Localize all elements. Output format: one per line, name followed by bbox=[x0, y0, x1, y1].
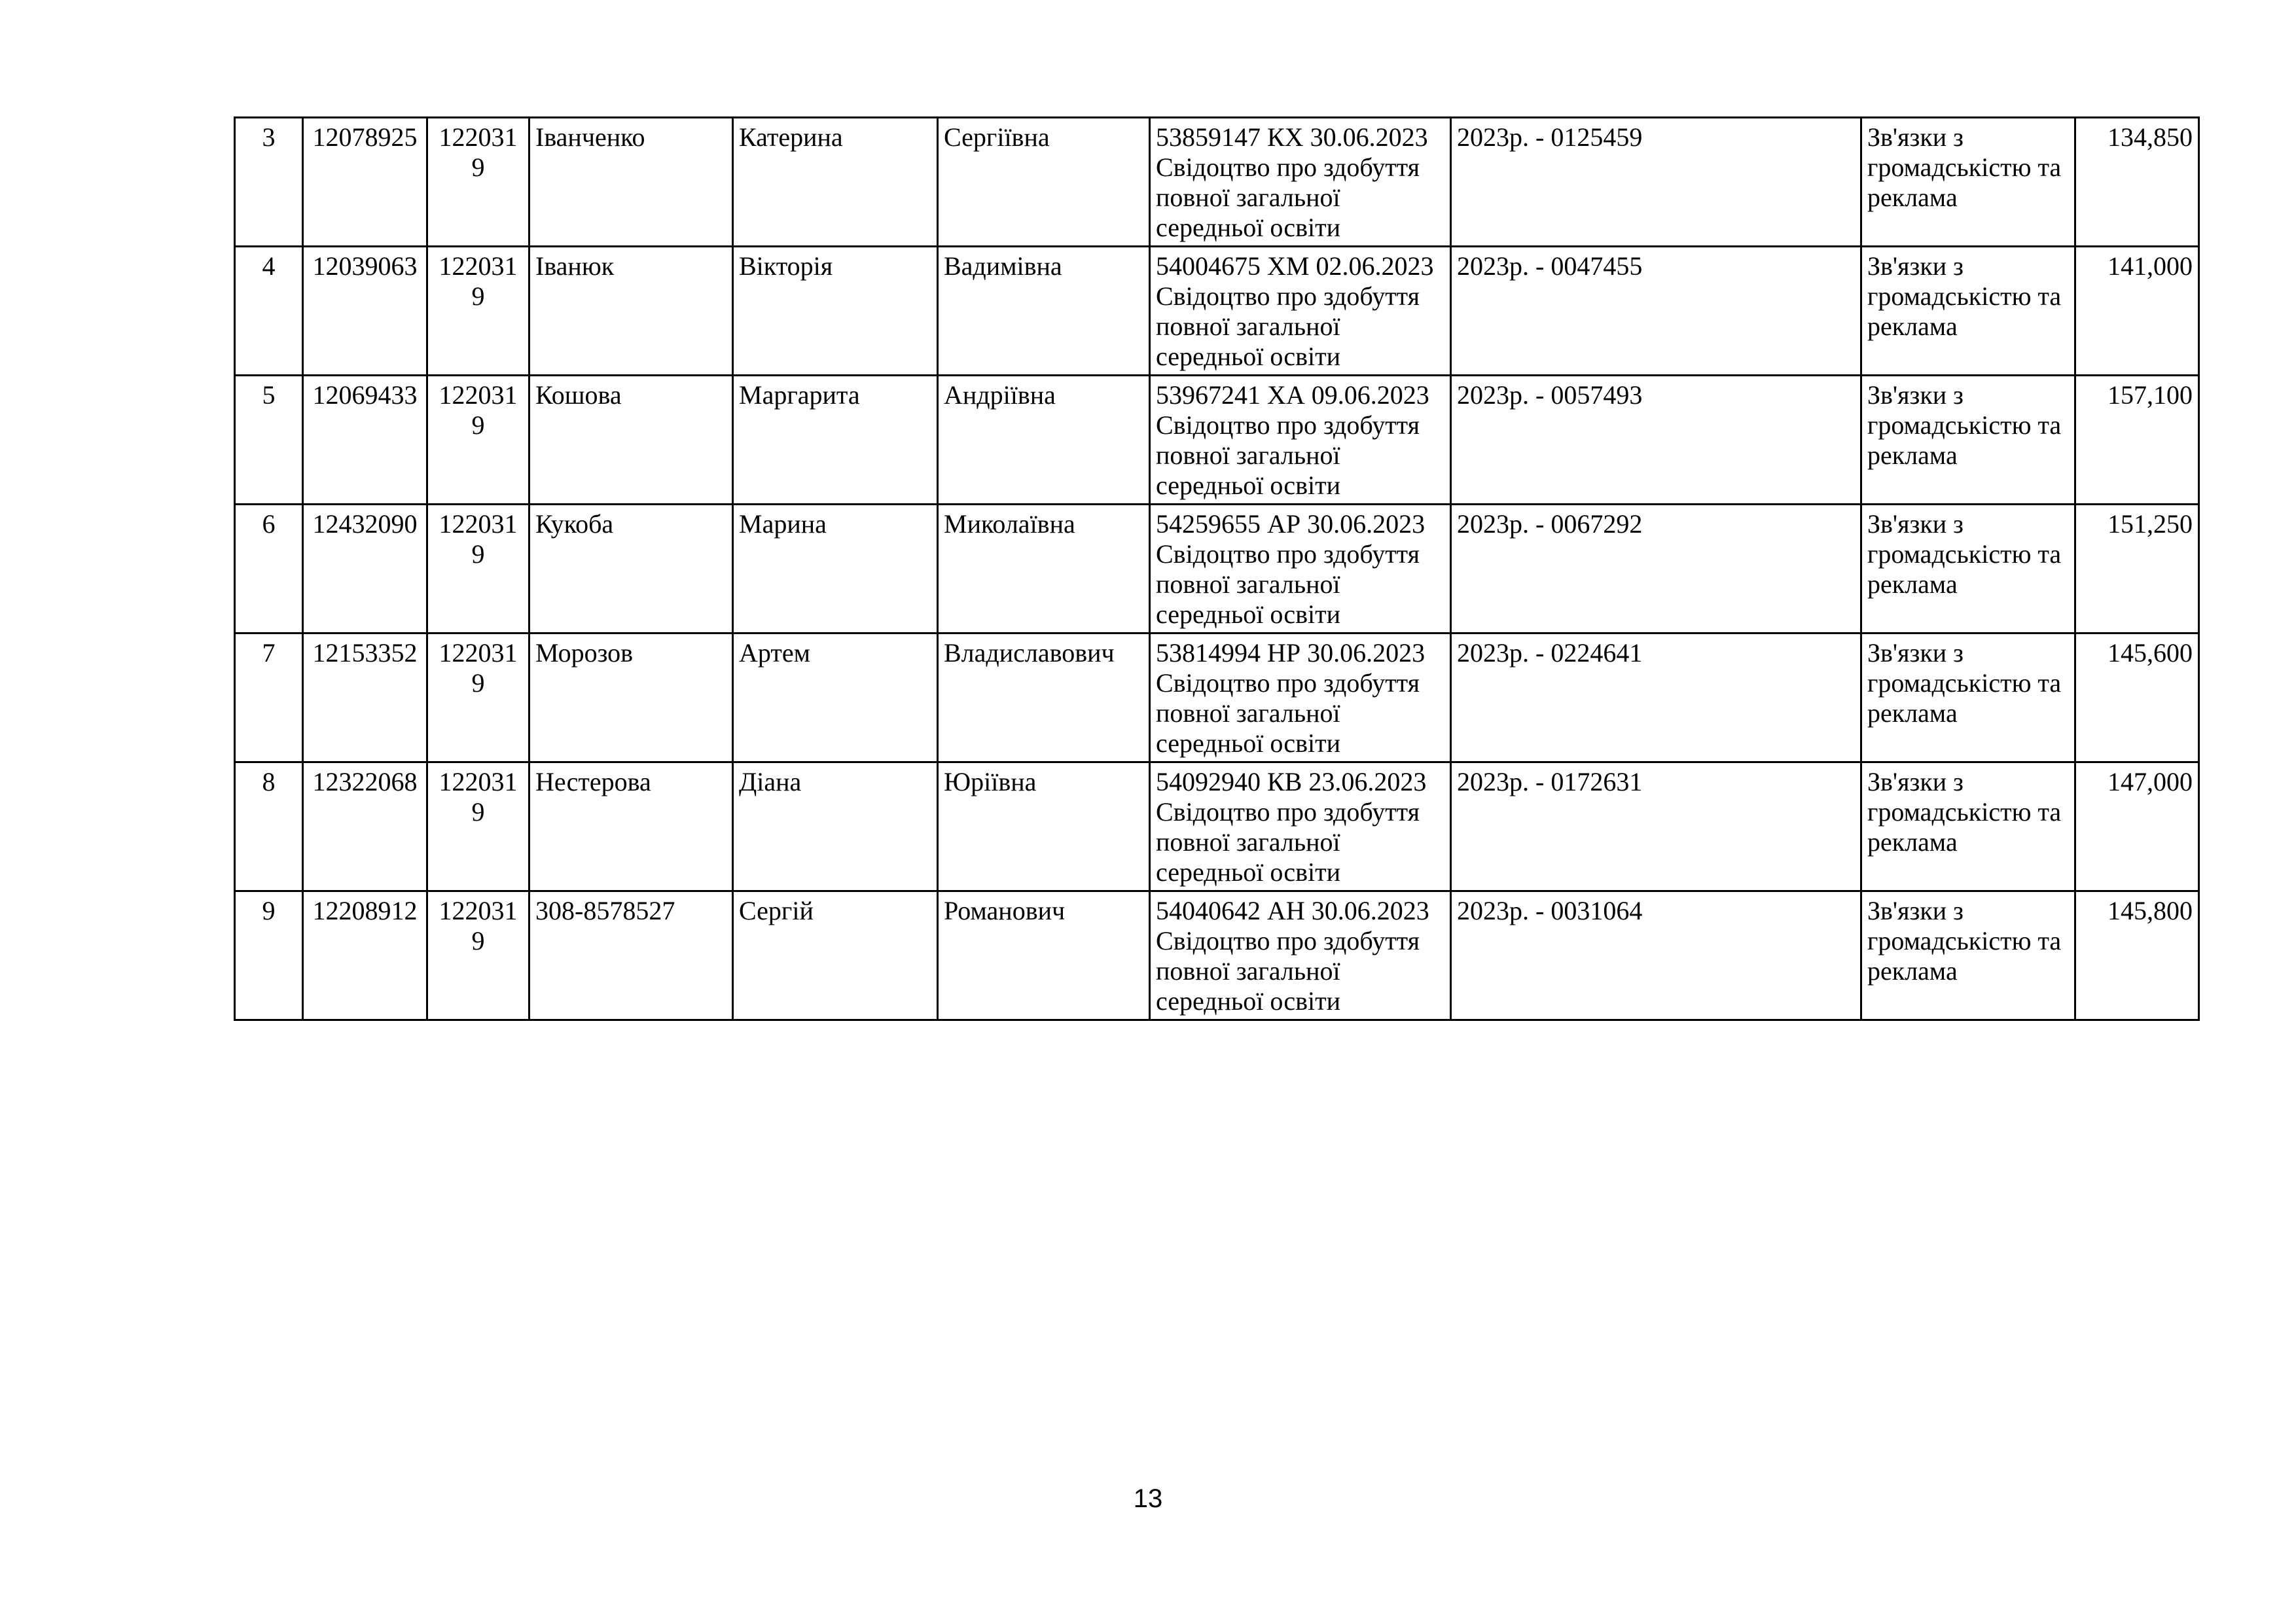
row-number-cell: 4 bbox=[235, 247, 303, 376]
certificate-number-cell: 2023р. - 0067292 bbox=[1451, 505, 1861, 633]
table-row bbox=[235, 376, 2199, 505]
patronymic-cell: Миколаївна bbox=[938, 505, 1150, 633]
surname-cell: Кукоба bbox=[529, 505, 733, 633]
education-document-cell: 53814994 НР 30.06.2023 Свідоцтво про здобуття повної загальної середньої освіти bbox=[1150, 633, 1451, 762]
specialty-cell: Зв'язки з громадськістю та реклама bbox=[1861, 633, 2075, 762]
certificate-number-cell: 2023р. - 0057493 bbox=[1451, 376, 1861, 505]
table-body bbox=[235, 118, 2199, 1020]
row-number-cell: 7 bbox=[235, 633, 303, 762]
table-row bbox=[235, 505, 2199, 633]
page-number: 13 bbox=[1133, 1484, 1163, 1513]
specialty-cell: Зв'язки з громадськістю та реклама bbox=[1861, 505, 2075, 633]
competitive-score-cell: 145,600 bbox=[2075, 633, 2199, 762]
education-document-cell: 54004675 ХМ 02.06.2023 Свідоцтво про здобуття повної загальної середньої освіти bbox=[1150, 247, 1451, 376]
patronymic-cell: Юріївна bbox=[938, 762, 1150, 891]
surname-cell: Кошова bbox=[529, 376, 733, 505]
certificate-number-cell: 2023р. - 0031064 bbox=[1451, 891, 1861, 1020]
specialty-cell: Зв'язки з громадськістю та реклама bbox=[1861, 376, 2075, 505]
surname-cell: Морозов bbox=[529, 633, 733, 762]
competitive-score-cell: 145,800 bbox=[2075, 891, 2199, 1020]
program-code-cell: 1220319 bbox=[427, 762, 529, 891]
first-name-cell: Катерина bbox=[733, 118, 938, 247]
certificate-number-cell: 2023р. - 0125459 bbox=[1451, 118, 1861, 247]
applicant-id-cell: 12153352 bbox=[303, 633, 427, 762]
program-code-cell: 1220319 bbox=[427, 505, 529, 633]
education-document-cell: 53967241 ХА 09.06.2023 Свідоцтво про здобуття повної загальної середньої освіти bbox=[1150, 376, 1451, 505]
competitive-score-cell: 151,250 bbox=[2075, 505, 2199, 633]
first-name-cell: Марина bbox=[733, 505, 938, 633]
surname-cell: 308-8578527 bbox=[529, 891, 733, 1020]
patronymic-cell: Сергіївна bbox=[938, 118, 1150, 247]
competitive-score-cell: 147,000 bbox=[2075, 762, 2199, 891]
program-code-cell: 1220319 bbox=[427, 118, 529, 247]
applicant-id-cell: 12208912 bbox=[303, 891, 427, 1020]
program-code-cell: 1220319 bbox=[427, 247, 529, 376]
applicant-id-cell: 12432090 bbox=[303, 505, 427, 633]
patronymic-cell: Романович bbox=[938, 891, 1150, 1020]
patronymic-cell: Владиславович bbox=[938, 633, 1150, 762]
patronymic-cell: Андріївна bbox=[938, 376, 1150, 505]
education-document-cell: 54259655 АР 30.06.2023 Свідоцтво про здобуття повної загальної середньої освіти bbox=[1150, 505, 1451, 633]
applicant-id-cell: 12039063 bbox=[303, 247, 427, 376]
applicant-id-cell: 12069433 bbox=[303, 376, 427, 505]
surname-cell: Нестерова bbox=[529, 762, 733, 891]
table-row bbox=[235, 118, 2199, 247]
competitive-score-cell: 141,000 bbox=[2075, 247, 2199, 376]
first-name-cell: Артем bbox=[733, 633, 938, 762]
program-code-cell: 1220319 bbox=[427, 633, 529, 762]
program-code-cell: 1220319 bbox=[427, 891, 529, 1020]
row-number-cell: 8 bbox=[235, 762, 303, 891]
table-row bbox=[235, 633, 2199, 762]
table-row bbox=[235, 247, 2199, 376]
row-number-cell: 9 bbox=[235, 891, 303, 1020]
first-name-cell: Маргарита bbox=[733, 376, 938, 505]
certificate-number-cell: 2023р. - 0047455 bbox=[1451, 247, 1861, 376]
certificate-number-cell: 2023р. - 0224641 bbox=[1451, 633, 1861, 762]
program-code-cell: 1220319 bbox=[427, 376, 529, 505]
education-document-cell: 53859147 КХ 30.06.2023 Свідоцтво про здобуття повної загальної середньої освіти bbox=[1150, 118, 1451, 247]
first-name-cell: Сергій bbox=[733, 891, 938, 1020]
applicant-id-cell: 12322068 bbox=[303, 762, 427, 891]
row-number-cell: 6 bbox=[235, 505, 303, 633]
education-document-cell: 54092940 КВ 23.06.2023 Свідоцтво про здобуття повної загальної середньої освіти bbox=[1150, 762, 1451, 891]
table-row bbox=[235, 762, 2199, 891]
competitive-score-cell: 157,100 bbox=[2075, 376, 2199, 505]
row-number-cell: 5 bbox=[235, 376, 303, 505]
surname-cell: Іванченко bbox=[529, 118, 733, 247]
competitive-score-cell: 134,850 bbox=[2075, 118, 2199, 247]
education-document-cell: 54040642 АН 30.06.2023 Свідоцтво про здобуття повної загальної середньої освіти bbox=[1150, 891, 1451, 1020]
first-name-cell: Діана bbox=[733, 762, 938, 891]
applicants-table bbox=[234, 116, 2200, 1021]
patronymic-cell: Вадимівна bbox=[938, 247, 1150, 376]
specialty-cell: Зв'язки з громадськістю та реклама bbox=[1861, 891, 2075, 1020]
surname-cell: Іванюк bbox=[529, 247, 733, 376]
specialty-cell: Зв'язки з громадськістю та реклама bbox=[1861, 118, 2075, 247]
specialty-cell: Зв'язки з громадськістю та реклама bbox=[1861, 247, 2075, 376]
row-number-cell: 3 bbox=[235, 118, 303, 247]
applicant-id-cell: 12078925 bbox=[303, 118, 427, 247]
specialty-cell: Зв'язки з громадськістю та реклама bbox=[1861, 762, 2075, 891]
first-name-cell: Вікторія bbox=[733, 247, 938, 376]
certificate-number-cell: 2023р. - 0172631 bbox=[1451, 762, 1861, 891]
table-row bbox=[235, 891, 2199, 1020]
